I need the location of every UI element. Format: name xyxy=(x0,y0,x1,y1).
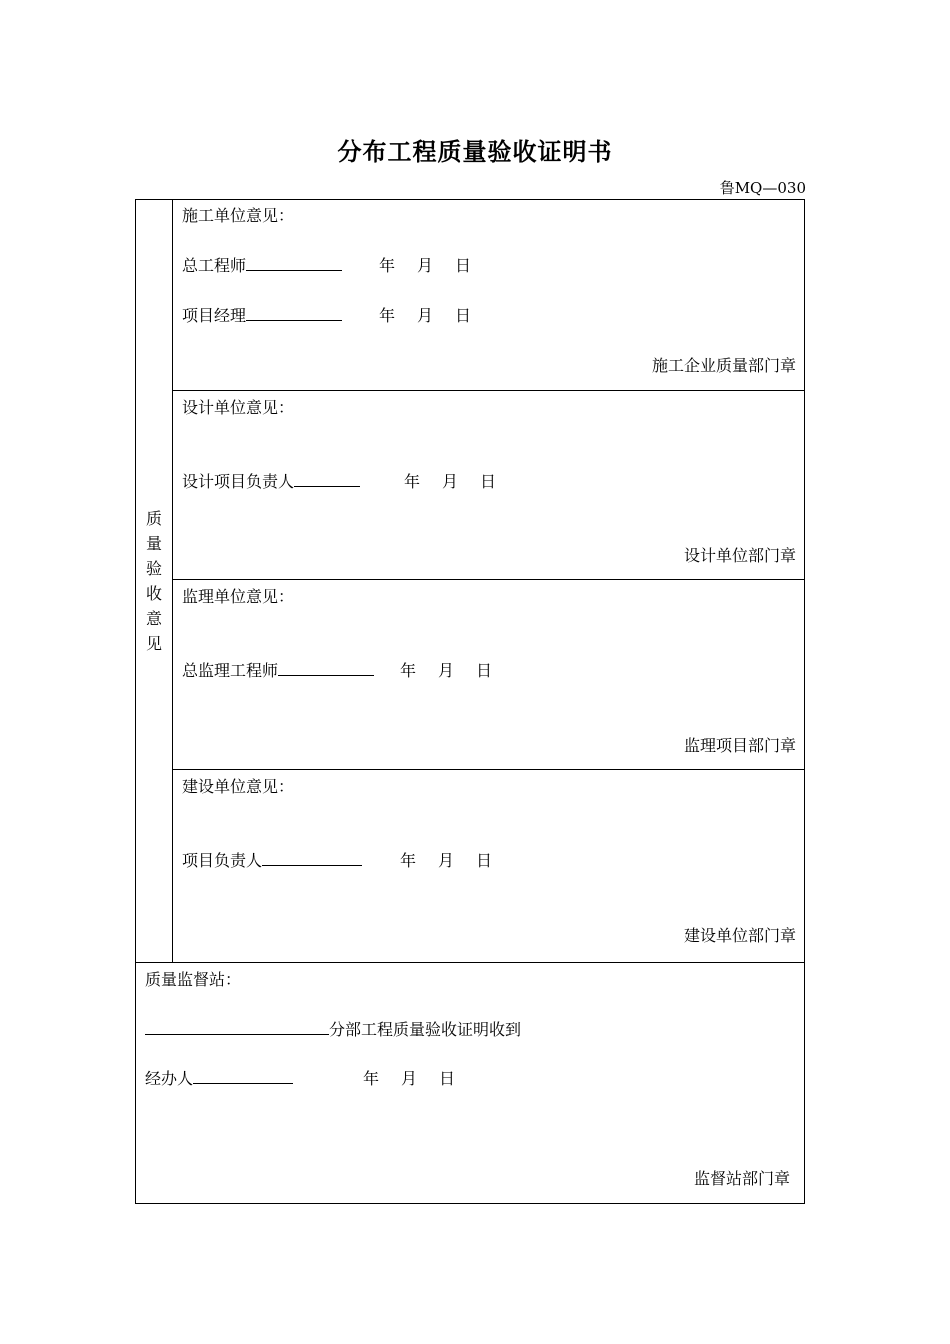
chief-engineer-label: 总工程师 xyxy=(182,256,247,275)
side-char: 量 xyxy=(145,534,162,553)
month-label: 月 xyxy=(442,472,459,491)
project-manager-row xyxy=(182,303,342,326)
day-label: 日 xyxy=(455,256,472,275)
side-char: 见 xyxy=(145,634,162,653)
day-label: 日 xyxy=(476,851,493,870)
supervision-heading: 监理单位意见： xyxy=(182,587,295,606)
chief-engineer-signature-field[interactable] xyxy=(246,254,342,271)
side-char: 意 xyxy=(145,609,162,628)
design-seal: 设计单位部门章 xyxy=(683,546,796,565)
page-title: 分布工程质量验收证明书 xyxy=(337,137,613,166)
project-name-field[interactable] xyxy=(145,1018,329,1035)
design-heading: 设计单位意见： xyxy=(182,398,295,417)
year-label: 年 xyxy=(363,1069,380,1088)
supervision-seal: 监理项目部门章 xyxy=(683,736,796,755)
year-label: 年 xyxy=(379,256,396,275)
supervision-person-signature-field[interactable] xyxy=(278,659,374,676)
date-row xyxy=(363,1066,477,1089)
side-char: 验 xyxy=(145,559,162,578)
supervision-person-row xyxy=(182,658,374,681)
section-divider xyxy=(136,962,804,963)
project-manager-signature-field[interactable] xyxy=(246,304,342,321)
month-label: 月 xyxy=(438,661,455,680)
month-label: 月 xyxy=(438,851,455,870)
month-label: 月 xyxy=(417,306,434,325)
design-person-signature-field[interactable] xyxy=(294,470,360,487)
side-char: 收 xyxy=(145,584,162,603)
owner-seal: 建设单位部门章 xyxy=(683,926,796,945)
owner-person-signature-field[interactable] xyxy=(262,849,362,866)
handler-row xyxy=(145,1066,293,1089)
supervision-person-label: 总监理工程师 xyxy=(182,661,279,680)
date-row xyxy=(404,469,518,492)
day-label: 日 xyxy=(455,306,472,325)
section-divider xyxy=(172,390,804,391)
design-person-row xyxy=(182,469,360,492)
side-column-divider xyxy=(172,200,173,962)
owner-heading: 建设单位意见： xyxy=(182,777,295,796)
year-label: 年 xyxy=(404,472,421,491)
month-label: 月 xyxy=(401,1069,418,1088)
side-label xyxy=(136,506,172,656)
day-label: 日 xyxy=(480,472,497,491)
station-heading: 质量监督站： xyxy=(145,970,242,989)
date-row xyxy=(379,303,493,326)
form-code: 鲁MQ—030 xyxy=(719,179,806,197)
date-row xyxy=(400,848,514,871)
section-divider xyxy=(172,769,804,770)
chief-engineer-row xyxy=(182,253,342,276)
year-label: 年 xyxy=(379,306,396,325)
date-row xyxy=(379,253,493,276)
form-table xyxy=(135,199,805,1204)
construction-heading: 施工单位意见： xyxy=(182,206,295,225)
day-label: 日 xyxy=(439,1069,456,1088)
date-row xyxy=(400,658,514,681)
received-label: 分部工程质量验收证明收到 xyxy=(329,1020,522,1039)
owner-person-label: 项目负责人 xyxy=(182,851,263,870)
month-label: 月 xyxy=(417,256,434,275)
owner-person-row xyxy=(182,848,362,871)
design-person-label: 设计项目负责人 xyxy=(182,472,295,491)
handler-signature-field[interactable] xyxy=(193,1067,293,1084)
year-label: 年 xyxy=(400,851,417,870)
side-char: 质 xyxy=(145,509,162,528)
section-divider xyxy=(172,579,804,580)
day-label: 日 xyxy=(476,661,493,680)
received-row xyxy=(145,1017,521,1040)
handler-label: 经办人 xyxy=(145,1069,194,1088)
year-label: 年 xyxy=(400,661,417,680)
construction-seal: 施工企业质量部门章 xyxy=(651,356,796,375)
project-manager-label: 项目经理 xyxy=(182,306,247,325)
station-seal: 监督站部门章 xyxy=(693,1169,790,1188)
